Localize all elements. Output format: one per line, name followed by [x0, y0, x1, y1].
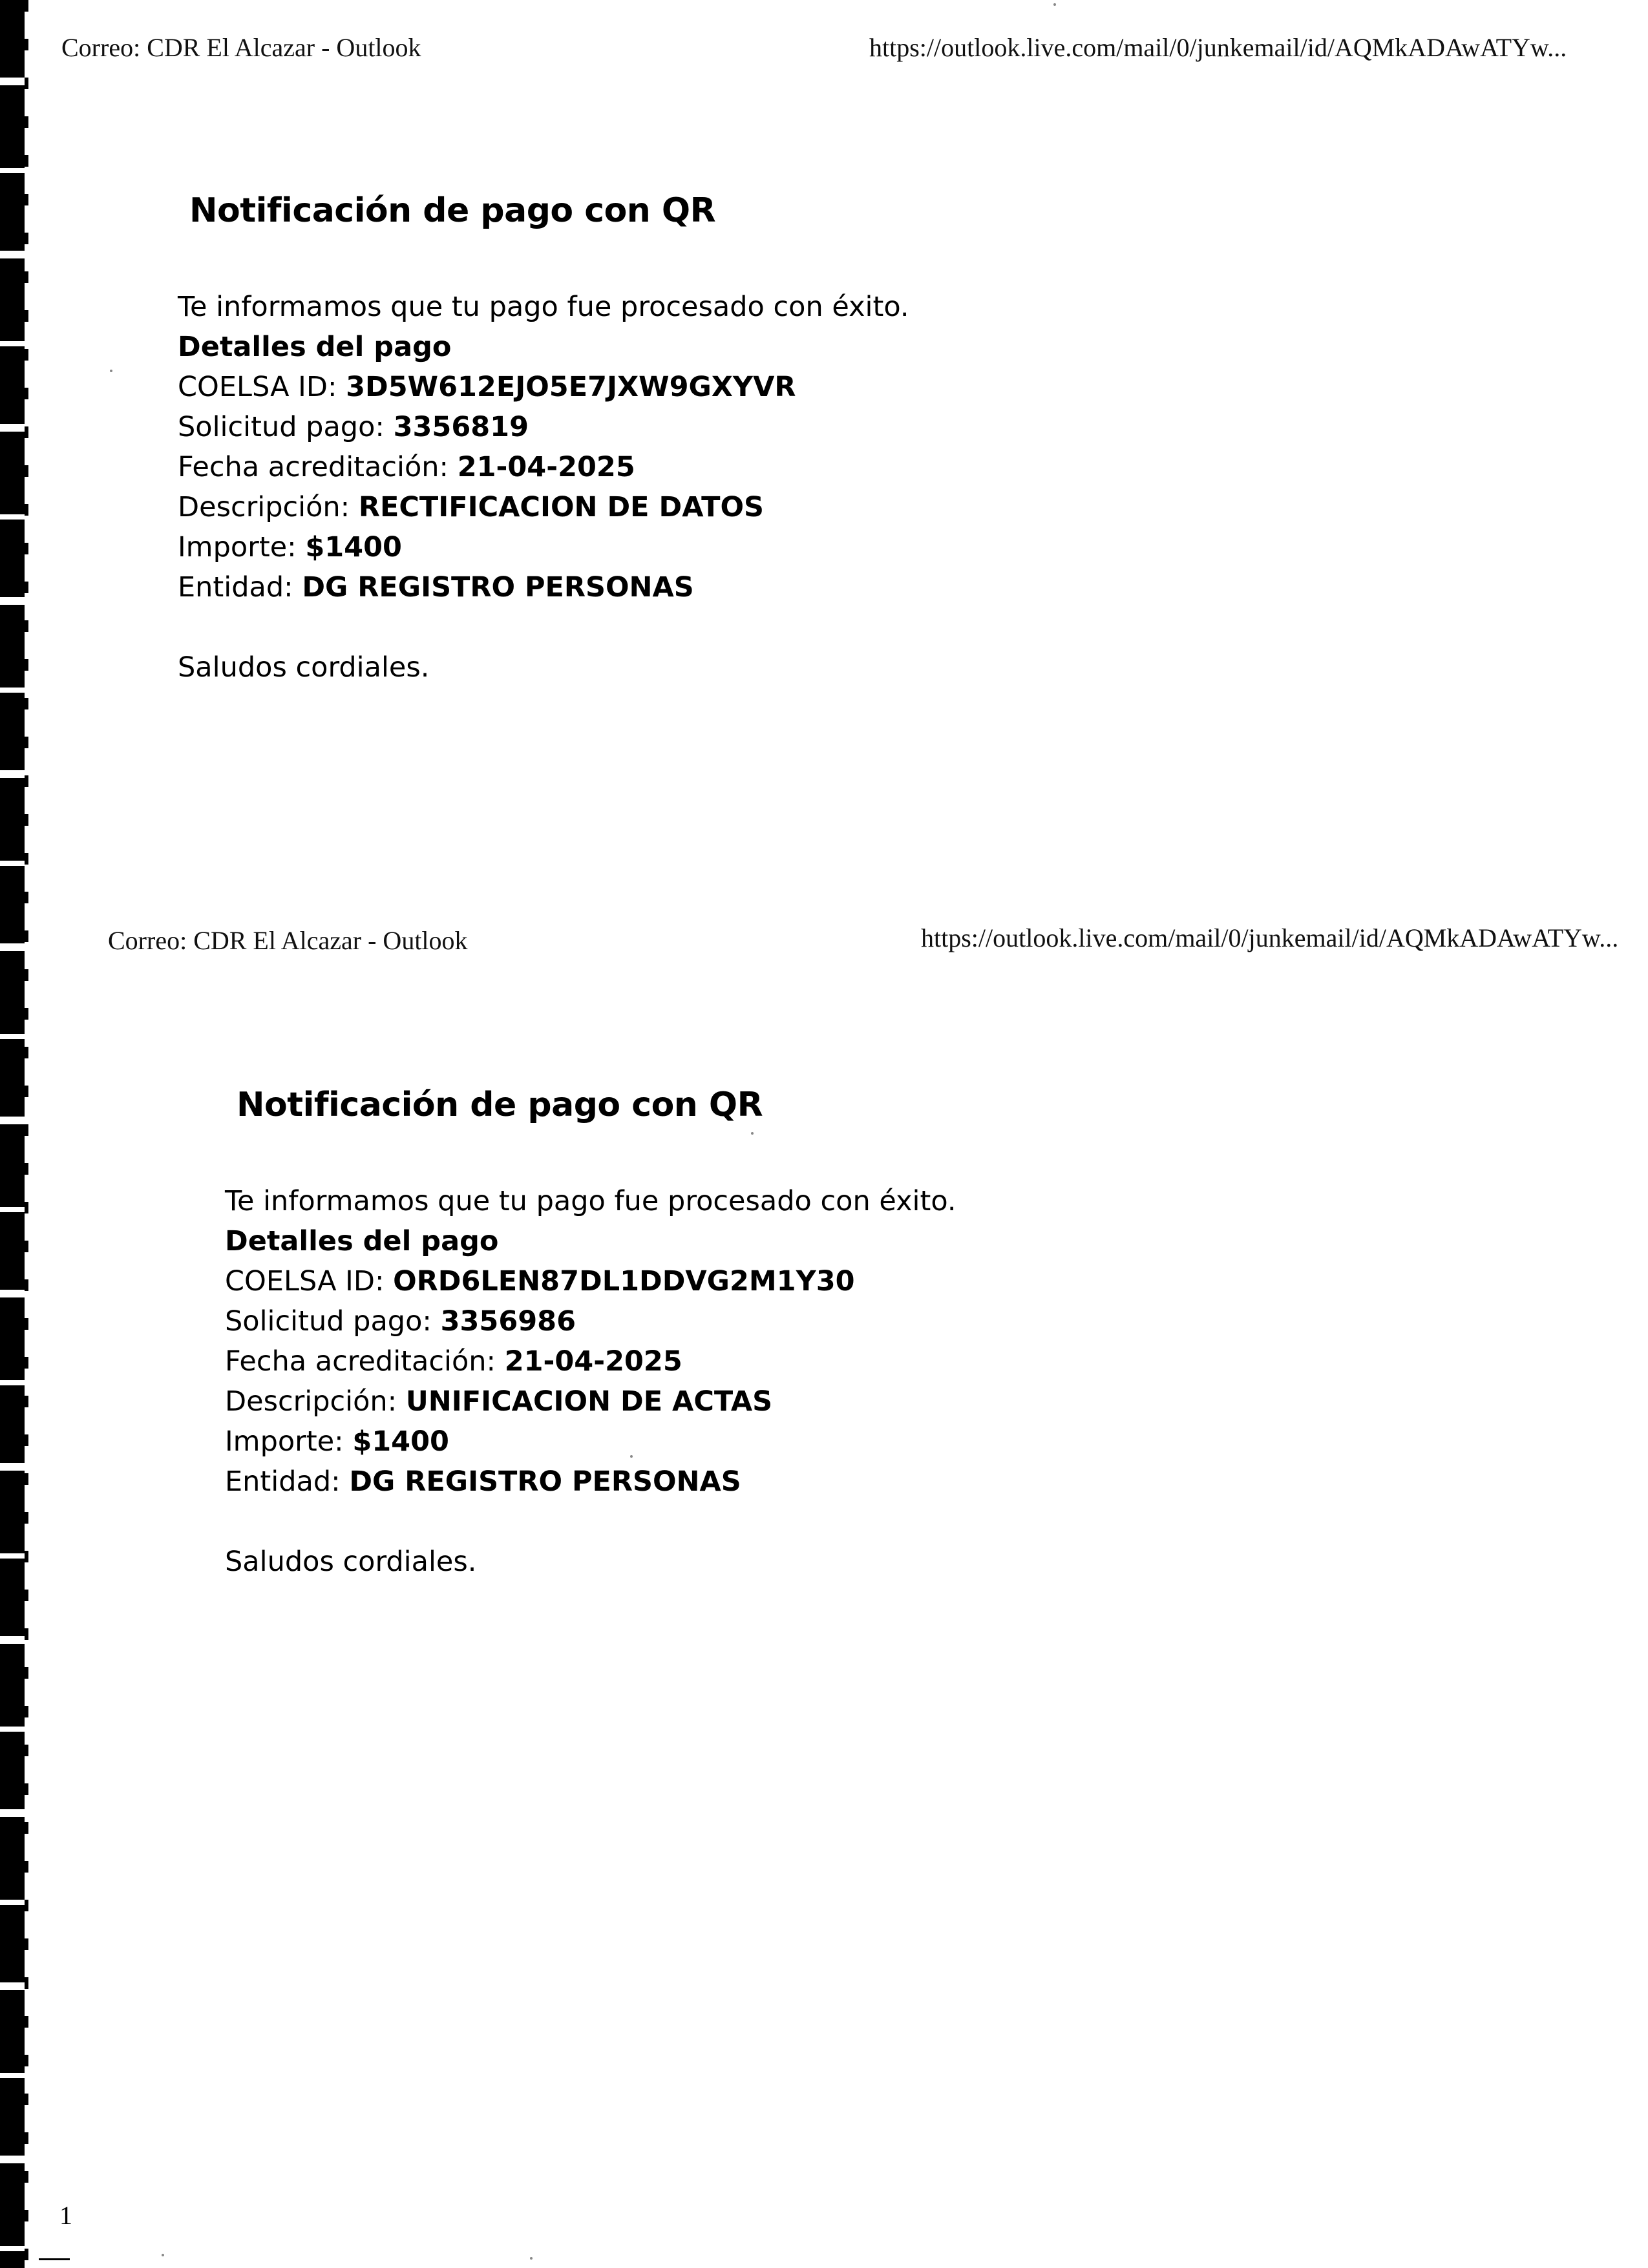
- print-header-url-1: https://outlook.live.com/mail/0/junkemail/id/AQMkADAwATYw...: [869, 33, 1567, 62]
- footer-rule: [39, 2258, 70, 2260]
- descripcion-row: [225, 1381, 956, 1422]
- importe-label: Importe:: [178, 531, 297, 563]
- scan-speck: [530, 2257, 533, 2260]
- descripcion-row: [178, 487, 909, 527]
- print-header-url-2: https://outlook.live.com/mail/0/junkemail/id/AQMkADAwATYw...: [921, 923, 1619, 952]
- email-closing: Saludos cordiales.: [225, 1546, 477, 1578]
- descripcion-value: UNIFICACION DE ACTAS: [405, 1385, 773, 1418]
- email-intro: Te informamos que tu pago fue procesado con éxito.: [178, 291, 909, 323]
- email-intro: Te informamos que tu pago fue procesado con éxito.: [225, 1185, 956, 1217]
- importe-value: $1400: [352, 1425, 449, 1458]
- fecha-row: [225, 1341, 956, 1381]
- importe-row: [178, 527, 909, 567]
- coelsa-id-value: 3D5W612EJO5E7JXW9GXYVR: [346, 371, 796, 403]
- email-heading: Notificación de pago con QR: [237, 1086, 763, 1124]
- importe-value: $1400: [305, 531, 402, 563]
- entidad-label: Entidad:: [225, 1465, 341, 1498]
- scan-speck: [110, 370, 112, 372]
- descripcion-label: Descripción:: [225, 1385, 397, 1418]
- importe-row: [225, 1422, 956, 1462]
- importe-label: Importe:: [225, 1425, 344, 1458]
- fecha-label: Fecha acreditación:: [225, 1345, 496, 1378]
- email-heading: Notificación de pago con QR: [189, 191, 716, 230]
- scan-speck: [162, 2254, 164, 2256]
- entidad-label: Entidad:: [178, 571, 293, 604]
- coelsa-id-row: [225, 1261, 956, 1301]
- details-title: Detalles del pago: [225, 1225, 499, 1257]
- solicitud-row: [225, 1301, 956, 1341]
- scan-binding-edge: [0, 0, 25, 2268]
- fecha-value: 21-04-2025: [457, 451, 635, 483]
- coelsa-id-row: [178, 367, 909, 407]
- solicitud-value: 3356986: [440, 1305, 576, 1338]
- solicitud-label: Solicitud pago:: [178, 411, 385, 443]
- fecha-row: [178, 447, 909, 487]
- print-header-title-2: Correo: CDR El Alcazar - Outlook: [108, 926, 468, 955]
- scan-speck: [751, 1132, 754, 1135]
- entidad-value: DG REGISTRO PERSONAS: [302, 571, 694, 604]
- entidad-value: DG REGISTRO PERSONAS: [349, 1465, 741, 1498]
- descripcion-value: RECTIFICACION DE DATOS: [358, 491, 765, 523]
- email-notification-1: [178, 191, 909, 688]
- fecha-label: Fecha acreditación:: [178, 451, 449, 483]
- scan-speck: [630, 1455, 633, 1458]
- solicitud-value: 3356819: [393, 411, 529, 443]
- email-notification-2: [225, 1086, 956, 1582]
- fecha-value: 21-04-2025: [504, 1345, 682, 1378]
- details-title: Detalles del pago: [178, 331, 452, 363]
- entidad-row: [225, 1462, 956, 1502]
- entidad-row: [178, 567, 909, 607]
- print-header-title-1: Correo: CDR El Alcazar - Outlook: [61, 33, 421, 62]
- coelsa-id-label: COELSA ID:: [225, 1265, 385, 1297]
- page-number: 1: [59, 2201, 72, 2230]
- coelsa-id-label: COELSA ID:: [178, 371, 337, 403]
- solicitud-label: Solicitud pago:: [225, 1305, 432, 1338]
- scan-speck: [1053, 3, 1056, 6]
- descripcion-label: Descripción:: [178, 491, 350, 523]
- coelsa-id-value: ORD6LEN87DL1DDVG2M1Y30: [393, 1265, 855, 1297]
- solicitud-row: [178, 407, 909, 447]
- email-closing: Saludos cordiales.: [178, 651, 430, 684]
